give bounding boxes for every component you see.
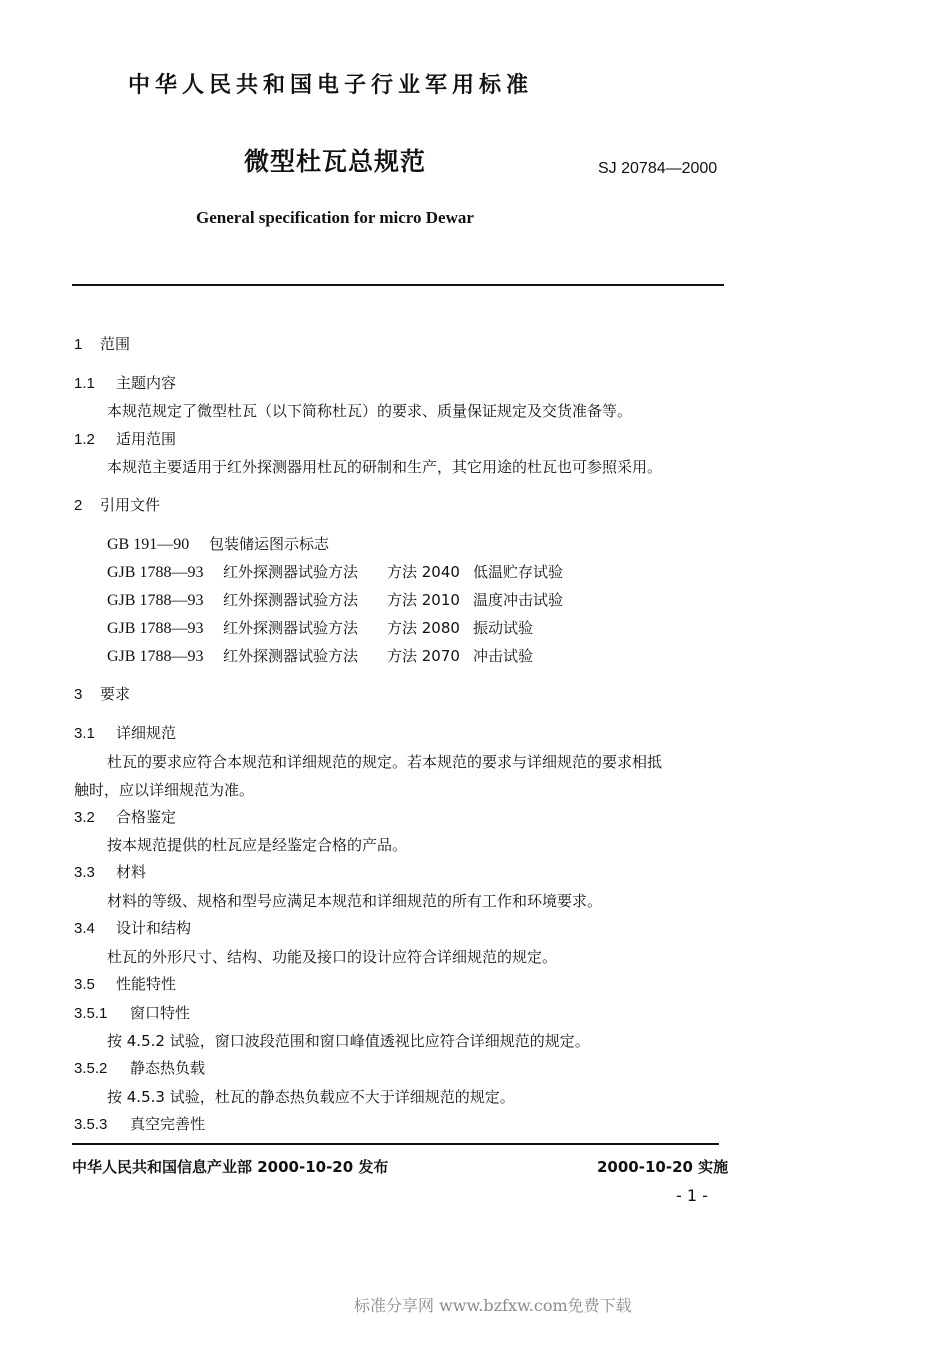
section-title: 窗口特性 <box>130 1004 191 1022</box>
section-title: 材料 <box>116 863 147 881</box>
section-number: 3.4 <box>74 920 95 937</box>
reference-code: GJB 1788—93 <box>107 620 204 637</box>
reference-test: 低温贮存试验 <box>473 563 564 581</box>
section-number: 3 <box>74 686 83 703</box>
section-number: 3.3 <box>74 864 95 881</box>
section-title: 主题内容 <box>116 374 177 392</box>
reference-name: 包装储运图示标志 <box>209 535 330 553</box>
footer-divider <box>72 1143 719 1145</box>
section-3-3-text: 材料的等级、规格和型号应满足本规范和详细规范的所有工作和环境要求。 <box>107 892 603 910</box>
section-3-5-1-heading <box>74 1002 190 1023</box>
section-title: 静态热负载 <box>130 1059 206 1077</box>
section-number: 1 <box>74 336 83 353</box>
section-2-heading <box>74 494 160 515</box>
reference-method: 方法 2010 <box>387 591 460 609</box>
reference-name: 红外探测器试验方法 <box>223 647 359 665</box>
issue-statement: 中华人民共和国信息产业部 2000-10-20 发布 <box>72 1158 389 1176</box>
section-3-2-text: 按本规范提供的杜瓦应是经鉴定合格的产品。 <box>107 836 408 854</box>
section-title: 真空完善性 <box>130 1115 206 1133</box>
section-title: 设计和结构 <box>116 919 192 937</box>
section-3-2-heading <box>74 806 176 827</box>
reference-method: 方法 2040 <box>387 563 460 581</box>
reference-name: 红外探测器试验方法 <box>223 619 359 637</box>
section-3-4-text: 杜瓦的外形尺寸、结构、功能及接口的设计应符合详细规范的规定。 <box>107 948 558 966</box>
reference-method: 方法 2080 <box>387 619 460 637</box>
section-3-5-3-heading <box>74 1113 205 1134</box>
document-title-en: General specification for micro Dewar <box>196 208 474 227</box>
section-title: 合格鉴定 <box>116 808 177 826</box>
reference-test: 温度冲击试验 <box>473 591 564 609</box>
document-title-cn: 微型杜瓦总规范 <box>244 147 427 176</box>
reference-code: GJB 1788—93 <box>107 592 204 609</box>
reference-method: 方法 2070 <box>387 647 460 665</box>
section-title: 范围 <box>100 335 131 353</box>
section-3-5-1-text: 按 4.5.2 试验，窗口波段范围和窗口峰值透视比应符合详细规范的规定。 <box>107 1032 590 1050</box>
reference-name: 红外探测器试验方法 <box>223 591 359 609</box>
standard-code: SJ 20784—2000 <box>598 160 718 177</box>
section-1-1-text: 本规范规定了微型杜瓦（以下简称杜瓦）的要求、质量保证规定及交货准备等。 <box>107 402 633 420</box>
reference-row <box>107 533 329 554</box>
section-3-5-2-heading <box>74 1057 205 1078</box>
section-number: 3.5.1 <box>74 1005 108 1022</box>
section-title: 适用范围 <box>116 430 177 448</box>
reference-code: GB 191—90 <box>107 536 190 553</box>
section-1-heading <box>74 333 130 354</box>
section-1-1-heading <box>74 372 176 393</box>
section-3-1-text-line1: 杜瓦的要求应符合本规范和详细规范的规定。若本规范的要求与详细规范的要求相抵 <box>107 753 663 771</box>
section-number: 3.5.2 <box>74 1060 108 1077</box>
effective-date: 2000-10-20 实施 <box>597 1158 729 1176</box>
reference-test: 振动试验 <box>473 619 534 637</box>
reference-row <box>107 589 563 610</box>
section-title: 引用文件 <box>100 496 161 514</box>
section-3-5-heading <box>74 973 176 994</box>
section-3-heading <box>74 683 130 704</box>
section-3-3-heading <box>74 861 146 882</box>
section-title: 要求 <box>100 685 131 703</box>
section-1-2-text: 本规范主要适用于红外探测器用杜瓦的研制和生产，其它用途的杜瓦也可参照采用。 <box>107 458 663 476</box>
section-number: 1.1 <box>74 375 95 392</box>
reference-test: 冲击试验 <box>473 647 534 665</box>
reference-code: GJB 1788—93 <box>107 648 204 665</box>
section-title: 性能特性 <box>116 975 177 993</box>
section-number: 3.2 <box>74 809 95 826</box>
section-number: 3.5.3 <box>74 1116 108 1133</box>
reference-code: GJB 1788—93 <box>107 564 204 581</box>
reference-name: 红外探测器试验方法 <box>223 563 359 581</box>
reference-row <box>107 617 533 638</box>
header-divider <box>72 284 724 286</box>
reference-row <box>107 645 533 666</box>
section-number: 1.2 <box>74 431 95 448</box>
section-number: 3.5 <box>74 976 95 993</box>
watermark-text: 标准分享网 www.bzfxw.com免费下载 <box>354 1296 632 1315</box>
section-3-4-heading <box>74 917 191 938</box>
page-number: - 1 - <box>676 1186 708 1205</box>
section-1-2-heading <box>74 428 176 449</box>
section-3-1-heading <box>74 722 176 743</box>
section-title: 详细规范 <box>116 724 177 742</box>
reference-row <box>107 561 563 582</box>
section-3-5-2-text: 按 4.5.3 试验，杜瓦的静态热负载应不大于详细规范的规定。 <box>107 1088 515 1106</box>
section-number: 3.1 <box>74 725 95 742</box>
section-3-1-text-line2: 触时，应以详细规范为准。 <box>74 781 255 799</box>
section-number: 2 <box>74 497 83 514</box>
issuing-standard-header: 中华人民共和国电子行业军用标准 <box>128 73 534 98</box>
